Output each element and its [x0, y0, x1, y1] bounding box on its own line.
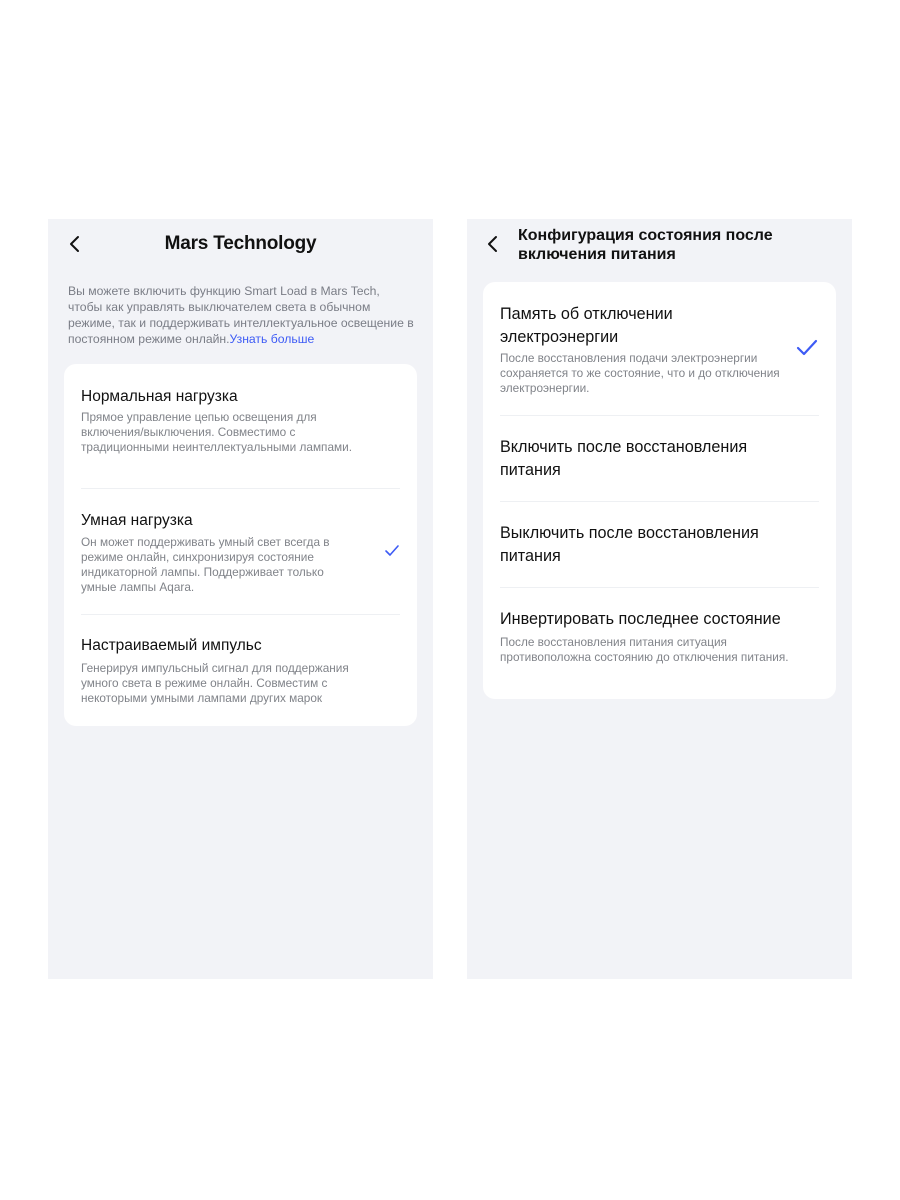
selected-checkmark [796, 339, 818, 357]
intro-text [68, 283, 414, 347]
smart-load-screen [48, 219, 433, 979]
option-title: Память об отключении электроэнергии [500, 305, 673, 346]
page-title: Mars Technology [164, 233, 317, 254]
selected-checkmark [384, 544, 400, 558]
option-title: Выключить после восстановления питания [500, 524, 759, 565]
option-description: Генерируя импульсный сигнал для поддержания умного света в режиме онлайн. Совместим с некоторыми умными лампами других марок [81, 661, 349, 705]
option-description: Прямое управление цепью освещения для включения/выключения. Совместимо с традиционными неинтеллектуальными лампами. [81, 410, 352, 454]
option-power-failure-memory[interactable] [483, 282, 836, 415]
option-title: Умная нагрузка [81, 512, 193, 529]
option-turn-off-after-restore[interactable] [483, 502, 836, 587]
option-smart-load[interactable] [64, 489, 417, 614]
option-description: После восстановления подачи электроэнергии сохраняется то же состояние, что и до отключения электроэнергии. [500, 351, 780, 395]
option-normal-load[interactable] [64, 364, 417, 488]
option-invert-last-state[interactable] [483, 588, 836, 699]
page-title: Конфигурация состояния после включения питания [518, 227, 773, 263]
checkmark-icon [384, 544, 400, 558]
option-title: Нормальная нагрузка [81, 388, 238, 405]
back-button[interactable] [479, 230, 507, 258]
power-on-state-screen [467, 219, 852, 979]
load-mode-card [64, 364, 417, 726]
learn-more-link[interactable]: Узнать больше [229, 332, 315, 346]
option-title: Инвертировать последнее состояние [500, 610, 781, 628]
power-state-card [483, 282, 836, 699]
chevron-left-icon [486, 234, 500, 254]
option-turn-on-after-restore[interactable] [483, 416, 836, 501]
option-custom-pulse[interactable] [64, 615, 417, 726]
intro-description: Вы можете включить функцию Smart Load в Mars Tech, чтобы как управлять выключателем света в обычном режиме, так и поддерживать интеллектуальное освещение в постоянном режиме онлайн. [68, 284, 414, 346]
checkmark-icon [796, 339, 818, 357]
option-title: Настраиваемый импульс [81, 637, 262, 654]
option-description: После восстановления питания ситуация противоположна состоянию до отключения питания. [500, 635, 789, 664]
option-title: Включить после восстановления питания [500, 438, 748, 479]
option-description: Он может поддерживать умный свет всегда в режиме онлайн, синхронизируя состояние индикаторной лампы. Поддерживает только умные лампы Aqara. [81, 535, 330, 594]
